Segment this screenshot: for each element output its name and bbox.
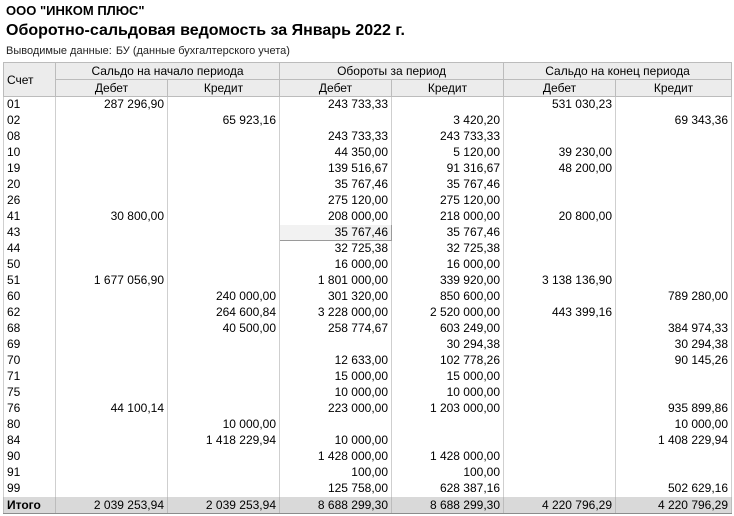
- cell-opening-credit[interactable]: [168, 369, 280, 385]
- cell-opening-credit[interactable]: [168, 465, 280, 481]
- cell-turnover-credit[interactable]: 15 000,00: [392, 369, 504, 385]
- params-value: БУ (данные бухгалтерского учета): [115, 45, 290, 57]
- cell-closing-debit[interactable]: 39 230,00: [504, 145, 616, 161]
- cell-turnover-debit[interactable]: 208 000,00: [280, 209, 392, 225]
- table-row[interactable]: [4, 337, 732, 353]
- cell-closing-credit[interactable]: [616, 305, 732, 321]
- cell-opening-debit[interactable]: [56, 465, 168, 481]
- cell-opening-debit[interactable]: [56, 113, 168, 129]
- table-row[interactable]: [4, 401, 732, 417]
- table-row[interactable]: [4, 257, 732, 273]
- cell-turnover-credit[interactable]: 1 203 000,00: [392, 401, 504, 417]
- cell-turnover-debit[interactable]: 243 733,33: [280, 129, 392, 145]
- cell-opening-credit[interactable]: [168, 193, 280, 209]
- header-closing-credit[interactable]: Кредит: [616, 80, 732, 97]
- cell-closing-debit[interactable]: [504, 481, 616, 497]
- cell-opening-credit[interactable]: 10 000,00: [168, 417, 280, 433]
- cell-opening-credit[interactable]: [168, 97, 280, 113]
- cell-account[interactable]: 84: [4, 433, 56, 449]
- table-row[interactable]: [4, 97, 732, 113]
- cell-account[interactable]: 80: [4, 417, 56, 433]
- cell-opening-credit[interactable]: 65 923,16: [168, 113, 280, 129]
- cell-opening-debit[interactable]: [56, 385, 168, 401]
- cell-closing-debit[interactable]: [504, 289, 616, 305]
- cell-account[interactable]: 68: [4, 321, 56, 337]
- cell-closing-credit[interactable]: [616, 369, 732, 385]
- cell-closing-debit[interactable]: [504, 257, 616, 273]
- total-opening-debit[interactable]: 2 039 253,94: [56, 497, 168, 514]
- table-row[interactable]: [4, 273, 732, 289]
- cell-turnover-credit[interactable]: 5 120,00: [392, 145, 504, 161]
- header-turnover[interactable]: Обороты за период: [280, 63, 504, 80]
- cell-account[interactable]: 20: [4, 177, 56, 193]
- cell-account[interactable]: 99: [4, 481, 56, 497]
- cell-closing-credit[interactable]: [616, 273, 732, 289]
- table-row[interactable]: [4, 305, 732, 321]
- cell-turnover-debit[interactable]: 3 228 000,00: [280, 305, 392, 321]
- params-label: Выводимые данные:: [6, 45, 112, 57]
- cell-closing-credit[interactable]: 69 343,36: [616, 113, 732, 129]
- cell-opening-debit[interactable]: [56, 129, 168, 145]
- table-row[interactable]: [4, 209, 732, 225]
- cell-turnover-credit[interactable]: 243 733,33: [392, 129, 504, 145]
- cell-turnover-credit[interactable]: 628 387,16: [392, 481, 504, 497]
- cell-turnover-debit[interactable]: 139 516,67: [280, 161, 392, 177]
- cell-account[interactable]: 01: [4, 97, 56, 113]
- cell-opening-debit[interactable]: 1 677 056,90: [56, 273, 168, 289]
- cell-closing-credit[interactable]: [616, 97, 732, 113]
- cell-turnover-credit[interactable]: 850 600,00: [392, 289, 504, 305]
- cell-opening-debit[interactable]: [56, 161, 168, 177]
- cell-opening-debit[interactable]: [56, 481, 168, 497]
- cell-account[interactable]: 69: [4, 337, 56, 353]
- cell-closing-debit[interactable]: 48 200,00: [504, 161, 616, 177]
- table-row[interactable]: [4, 481, 732, 497]
- cell-opening-debit[interactable]: 30 800,00: [56, 209, 168, 225]
- cell-turnover-credit[interactable]: 102 778,26: [392, 353, 504, 369]
- header-turnover-credit[interactable]: Кредит: [392, 80, 504, 97]
- cell-turnover-debit[interactable]: 243 733,33: [280, 97, 392, 113]
- cell-account[interactable]: 02: [4, 113, 56, 129]
- cell-closing-credit[interactable]: [616, 129, 732, 145]
- table-row[interactable]: [4, 385, 732, 401]
- cell-account[interactable]: 62: [4, 305, 56, 321]
- cell-opening-credit[interactable]: [168, 177, 280, 193]
- header-closing-debit[interactable]: Дебет: [504, 80, 616, 97]
- cell-turnover-credit[interactable]: 32 725,38: [392, 241, 504, 257]
- table-row[interactable]: [4, 433, 732, 449]
- cell-opening-debit[interactable]: [56, 177, 168, 193]
- cell-account[interactable]: 60: [4, 289, 56, 305]
- cell-closing-debit[interactable]: [504, 241, 616, 257]
- cell-turnover-debit[interactable]: 32 725,38: [280, 241, 392, 257]
- cell-opening-debit[interactable]: [56, 353, 168, 369]
- cell-closing-credit[interactable]: [616, 241, 732, 257]
- cell-turnover-credit[interactable]: 339 920,00: [392, 273, 504, 289]
- cell-closing-debit[interactable]: [504, 417, 616, 433]
- cell-account[interactable]: 10: [4, 145, 56, 161]
- cell-account[interactable]: 19: [4, 161, 56, 177]
- cell-account[interactable]: 75: [4, 385, 56, 401]
- table-row[interactable]: [4, 369, 732, 385]
- total-closing-debit[interactable]: 4 220 796,29: [504, 497, 616, 514]
- cell-closing-debit[interactable]: [504, 449, 616, 465]
- cell-opening-debit[interactable]: 287 296,90: [56, 97, 168, 113]
- total-turnover-debit[interactable]: 8 688 299,30: [280, 497, 392, 514]
- cell-opening-debit[interactable]: [56, 321, 168, 337]
- table-header: [4, 63, 732, 97]
- total-closing-credit[interactable]: 4 220 796,29: [616, 497, 732, 514]
- cell-opening-credit[interactable]: 264 600,84: [168, 305, 280, 321]
- cell-turnover-credit[interactable]: 603 249,00: [392, 321, 504, 337]
- cell-opening-credit[interactable]: [168, 209, 280, 225]
- cell-opening-debit[interactable]: [56, 305, 168, 321]
- report-parameters: [6, 44, 290, 58]
- cell-turnover-debit[interactable]: 100,00: [280, 465, 392, 481]
- cell-account[interactable]: 91: [4, 465, 56, 481]
- cell-turnover-debit[interactable]: 258 774,67: [280, 321, 392, 337]
- cell-opening-debit[interactable]: [56, 145, 168, 161]
- cell-closing-debit[interactable]: [504, 321, 616, 337]
- table-body: [4, 97, 732, 497]
- header-opening-debit[interactable]: Дебет: [56, 80, 168, 97]
- table-row[interactable]: [4, 177, 732, 193]
- cell-turnover-debit[interactable]: 10 000,00: [280, 433, 392, 449]
- cell-closing-credit[interactable]: [616, 145, 732, 161]
- cell-opening-credit[interactable]: [168, 337, 280, 353]
- cell-turnover-credit[interactable]: 35 767,46: [392, 225, 504, 241]
- table-row[interactable]: [4, 225, 732, 241]
- cell-turnover-debit[interactable]: 223 000,00: [280, 401, 392, 417]
- table-row[interactable]: [4, 289, 732, 305]
- cell-closing-debit[interactable]: [504, 465, 616, 481]
- cell-opening-debit[interactable]: [56, 417, 168, 433]
- cell-opening-credit[interactable]: [168, 481, 280, 497]
- cell-turnover-debit[interactable]: 10 000,00: [280, 385, 392, 401]
- cell-turnover-credit[interactable]: 16 000,00: [392, 257, 504, 273]
- cell-account[interactable]: 50: [4, 257, 56, 273]
- cell-closing-credit[interactable]: [616, 385, 732, 401]
- table-row[interactable]: [4, 353, 732, 369]
- table-row[interactable]: [4, 161, 732, 177]
- cell-account[interactable]: 70: [4, 353, 56, 369]
- cell-account[interactable]: 43: [4, 225, 56, 241]
- cell-turnover-debit[interactable]: [280, 113, 392, 129]
- table-row[interactable]: [4, 113, 732, 129]
- cell-opening-debit[interactable]: [56, 289, 168, 305]
- cell-closing-credit[interactable]: 502 629,16: [616, 481, 732, 497]
- table-row[interactable]: [4, 193, 732, 209]
- cell-closing-credit[interactable]: 935 899,86: [616, 401, 732, 417]
- cell-opening-credit[interactable]: [168, 129, 280, 145]
- cell-opening-credit[interactable]: [168, 273, 280, 289]
- cell-closing-credit[interactable]: [616, 225, 732, 241]
- cell-opening-credit[interactable]: [168, 385, 280, 401]
- cell-closing-credit[interactable]: 10 000,00: [616, 417, 732, 433]
- cell-account[interactable]: 44: [4, 241, 56, 257]
- cell-turnover-credit[interactable]: 35 767,46: [392, 177, 504, 193]
- cell-turnover-credit[interactable]: 91 316,67: [392, 161, 504, 177]
- cell-closing-credit[interactable]: [616, 465, 732, 481]
- table-row[interactable]: [4, 321, 732, 337]
- cell-closing-debit[interactable]: [504, 433, 616, 449]
- cell-opening-debit[interactable]: [56, 433, 168, 449]
- cell-opening-credit[interactable]: [168, 161, 280, 177]
- header-opening-credit[interactable]: Кредит: [168, 80, 280, 97]
- total-row: [4, 497, 732, 514]
- total-opening-credit[interactable]: 2 039 253,94: [168, 497, 280, 514]
- table-row[interactable]: [4, 465, 732, 481]
- cell-account[interactable]: 41: [4, 209, 56, 225]
- header-account[interactable]: Счет: [4, 63, 56, 97]
- cell-account[interactable]: 26: [4, 193, 56, 209]
- cell-opening-credit[interactable]: [168, 241, 280, 257]
- cell-opening-credit[interactable]: [168, 353, 280, 369]
- cell-turnover-credit[interactable]: 1 428 000,00: [392, 449, 504, 465]
- cell-opening-credit[interactable]: [168, 449, 280, 465]
- cell-turnover-debit[interactable]: 15 000,00: [280, 369, 392, 385]
- cell-turnover-debit[interactable]: 1 428 000,00: [280, 449, 392, 465]
- cell-account[interactable]: 71: [4, 369, 56, 385]
- cell-closing-credit[interactable]: [616, 449, 732, 465]
- cell-closing-debit[interactable]: [504, 337, 616, 353]
- cell-turnover-credit[interactable]: 3 420,20: [392, 113, 504, 129]
- cell-opening-debit[interactable]: [56, 369, 168, 385]
- cell-opening-debit[interactable]: [56, 449, 168, 465]
- cell-opening-credit[interactable]: 40 500,00: [168, 321, 280, 337]
- header-turnover-debit[interactable]: Дебет: [280, 80, 392, 97]
- cell-turnover-debit[interactable]: [280, 337, 392, 353]
- cell-closing-credit[interactable]: [616, 177, 732, 193]
- table-row[interactable]: [4, 145, 732, 161]
- cell-closing-debit[interactable]: [504, 225, 616, 241]
- cell-turnover-debit[interactable]: 16 000,00: [280, 257, 392, 273]
- table-row[interactable]: [4, 129, 732, 145]
- cell-turnover-credit[interactable]: 275 120,00: [392, 193, 504, 209]
- cell-turnover-debit[interactable]: 301 320,00: [280, 289, 392, 305]
- cell-opening-debit[interactable]: [56, 257, 168, 273]
- cell-opening-debit[interactable]: [56, 241, 168, 257]
- cell-opening-credit[interactable]: 240 000,00: [168, 289, 280, 305]
- cell-turnover-debit[interactable]: 275 120,00: [280, 193, 392, 209]
- cell-turnover-credit[interactable]: [392, 417, 504, 433]
- cell-opening-credit[interactable]: [168, 257, 280, 273]
- cell-closing-debit[interactable]: [504, 369, 616, 385]
- cell-closing-credit[interactable]: 90 145,26: [616, 353, 732, 369]
- cell-turnover-credit[interactable]: [392, 97, 504, 113]
- cell-closing-credit[interactable]: [616, 161, 732, 177]
- organization-name: ООО "ИНКОМ ПЛЮС": [6, 3, 145, 18]
- report-title: Оборотно-сальдовая ведомость за Январь 2022 г.: [6, 22, 405, 39]
- cell-closing-debit[interactable]: [504, 401, 616, 417]
- cell-turnover-debit[interactable]: 35 767,46: [280, 225, 392, 241]
- cell-closing-credit[interactable]: 789 280,00: [616, 289, 732, 305]
- cell-opening-credit[interactable]: [168, 145, 280, 161]
- cell-account[interactable]: 90: [4, 449, 56, 465]
- cell-turnover-credit[interactable]: 2 520 000,00: [392, 305, 504, 321]
- cell-account[interactable]: 51: [4, 273, 56, 289]
- cell-closing-credit[interactable]: 30 294,38: [616, 337, 732, 353]
- cell-opening-debit[interactable]: [56, 225, 168, 241]
- cell-closing-credit[interactable]: 1 408 229,94: [616, 433, 732, 449]
- cell-turnover-debit[interactable]: [280, 417, 392, 433]
- total-turnover-credit[interactable]: 8 688 299,30: [392, 497, 504, 514]
- cell-closing-debit[interactable]: [504, 129, 616, 145]
- cell-closing-debit[interactable]: 20 800,00: [504, 209, 616, 225]
- table-row[interactable]: [4, 417, 732, 433]
- cell-closing-credit[interactable]: [616, 209, 732, 225]
- cell-opening-debit[interactable]: 44 100,14: [56, 401, 168, 417]
- cell-account[interactable]: 08: [4, 129, 56, 145]
- cell-closing-debit[interactable]: [504, 353, 616, 369]
- cell-opening-credit[interactable]: [168, 225, 280, 241]
- cell-turnover-credit[interactable]: 100,00: [392, 465, 504, 481]
- trial-balance-table: [3, 62, 732, 514]
- cell-closing-debit[interactable]: [504, 113, 616, 129]
- cell-turnover-credit[interactable]: 30 294,38: [392, 337, 504, 353]
- cell-turnover-credit[interactable]: 10 000,00: [392, 385, 504, 401]
- cell-turnover-debit[interactable]: 12 633,00: [280, 353, 392, 369]
- cell-closing-credit[interactable]: [616, 257, 732, 273]
- cell-turnover-credit[interactable]: [392, 433, 504, 449]
- cell-opening-credit[interactable]: 1 418 229,94: [168, 433, 280, 449]
- cell-closing-credit[interactable]: [616, 193, 732, 209]
- cell-closing-debit[interactable]: 443 399,16: [504, 305, 616, 321]
- cell-turnover-debit[interactable]: 125 758,00: [280, 481, 392, 497]
- cell-turnover-debit[interactable]: 44 350,00: [280, 145, 392, 161]
- cell-closing-debit[interactable]: [504, 193, 616, 209]
- cell-closing-credit[interactable]: 384 974,33: [616, 321, 732, 337]
- header-closing-balance[interactable]: Сальдо на конец периода: [504, 63, 732, 80]
- header-opening-balance[interactable]: Сальдо на начало периода: [56, 63, 280, 80]
- cell-closing-debit[interactable]: [504, 385, 616, 401]
- cell-turnover-debit[interactable]: 35 767,46: [280, 177, 392, 193]
- total-label: Итого: [4, 497, 56, 514]
- cell-turnover-credit[interactable]: 218 000,00: [392, 209, 504, 225]
- cell-closing-debit[interactable]: 3 138 136,90: [504, 273, 616, 289]
- table-row[interactable]: [4, 449, 732, 465]
- cell-opening-debit[interactable]: [56, 337, 168, 353]
- cell-turnover-debit[interactable]: 1 801 000,00: [280, 273, 392, 289]
- cell-account[interactable]: 76: [4, 401, 56, 417]
- table-total: [4, 497, 732, 514]
- table-row[interactable]: [4, 241, 732, 257]
- cell-opening-debit[interactable]: [56, 193, 168, 209]
- cell-opening-credit[interactable]: [168, 401, 280, 417]
- cell-closing-debit[interactable]: 531 030,23: [504, 97, 616, 113]
- cell-closing-debit[interactable]: [504, 177, 616, 193]
